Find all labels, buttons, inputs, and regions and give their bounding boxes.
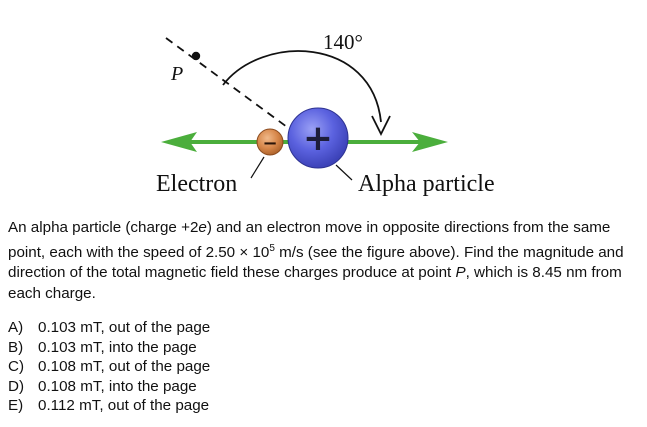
physics-figure: [0, 0, 647, 205]
question-text-1: An alpha particle (charge +2: [8, 219, 199, 236]
angle-label: 140°: [323, 30, 363, 54]
speed-exponent: 5: [269, 242, 275, 254]
choice-a[interactable]: [8, 318, 408, 338]
alpha-leader-line: [336, 165, 352, 180]
choice-c[interactable]: [8, 357, 408, 377]
answer-choices: [8, 318, 408, 416]
alpha-particle: [288, 108, 348, 168]
choice-text: 0.108 mT, out of the page: [38, 358, 211, 376]
choice-d[interactable]: [8, 377, 408, 397]
choice-e[interactable]: [8, 396, 408, 416]
electron-leader-line: [251, 157, 264, 178]
question-text-2: ) and an electron move in opposite directions from the same point, each with the speed of 2.50 × 10: [8, 219, 611, 261]
point-variable: P: [455, 264, 466, 282]
point-p-label: P: [171, 63, 184, 85]
charge-variable: e: [198, 219, 207, 236]
choice-letter: A): [8, 319, 24, 336]
question-text-3: m/s (see the figure above). Find the magnitude and direction of the total magnetic field these charges produce at point: [8, 243, 624, 282]
electron-minus-sign: −: [262, 133, 278, 154]
alpha-plus-sign: +: [302, 118, 334, 159]
choice-text: 0.103 mT, out of the page: [38, 319, 211, 336]
alpha-particle-label: Alpha particle: [358, 171, 495, 197]
choice-letter: C): [8, 358, 25, 376]
problem-statement: [8, 218, 640, 304]
choice-letter: D): [8, 377, 25, 395]
choice-text: 0.103 mT, into the page: [38, 338, 197, 356]
point-p-dot: [192, 52, 200, 60]
choice-text: 0.112 mT, out of the page: [38, 397, 210, 415]
choice-text: 0.108 mT, into the page: [38, 377, 197, 395]
electron-label: Electron: [156, 171, 238, 197]
choice-letter: E): [8, 397, 24, 415]
choice-b[interactable]: [8, 338, 408, 358]
angle-arc: [223, 51, 381, 122]
electron-particle: [257, 129, 283, 155]
choice-letter: B): [8, 338, 24, 356]
question-text-4: , which is 8.45 nm from each charge.: [8, 264, 622, 302]
